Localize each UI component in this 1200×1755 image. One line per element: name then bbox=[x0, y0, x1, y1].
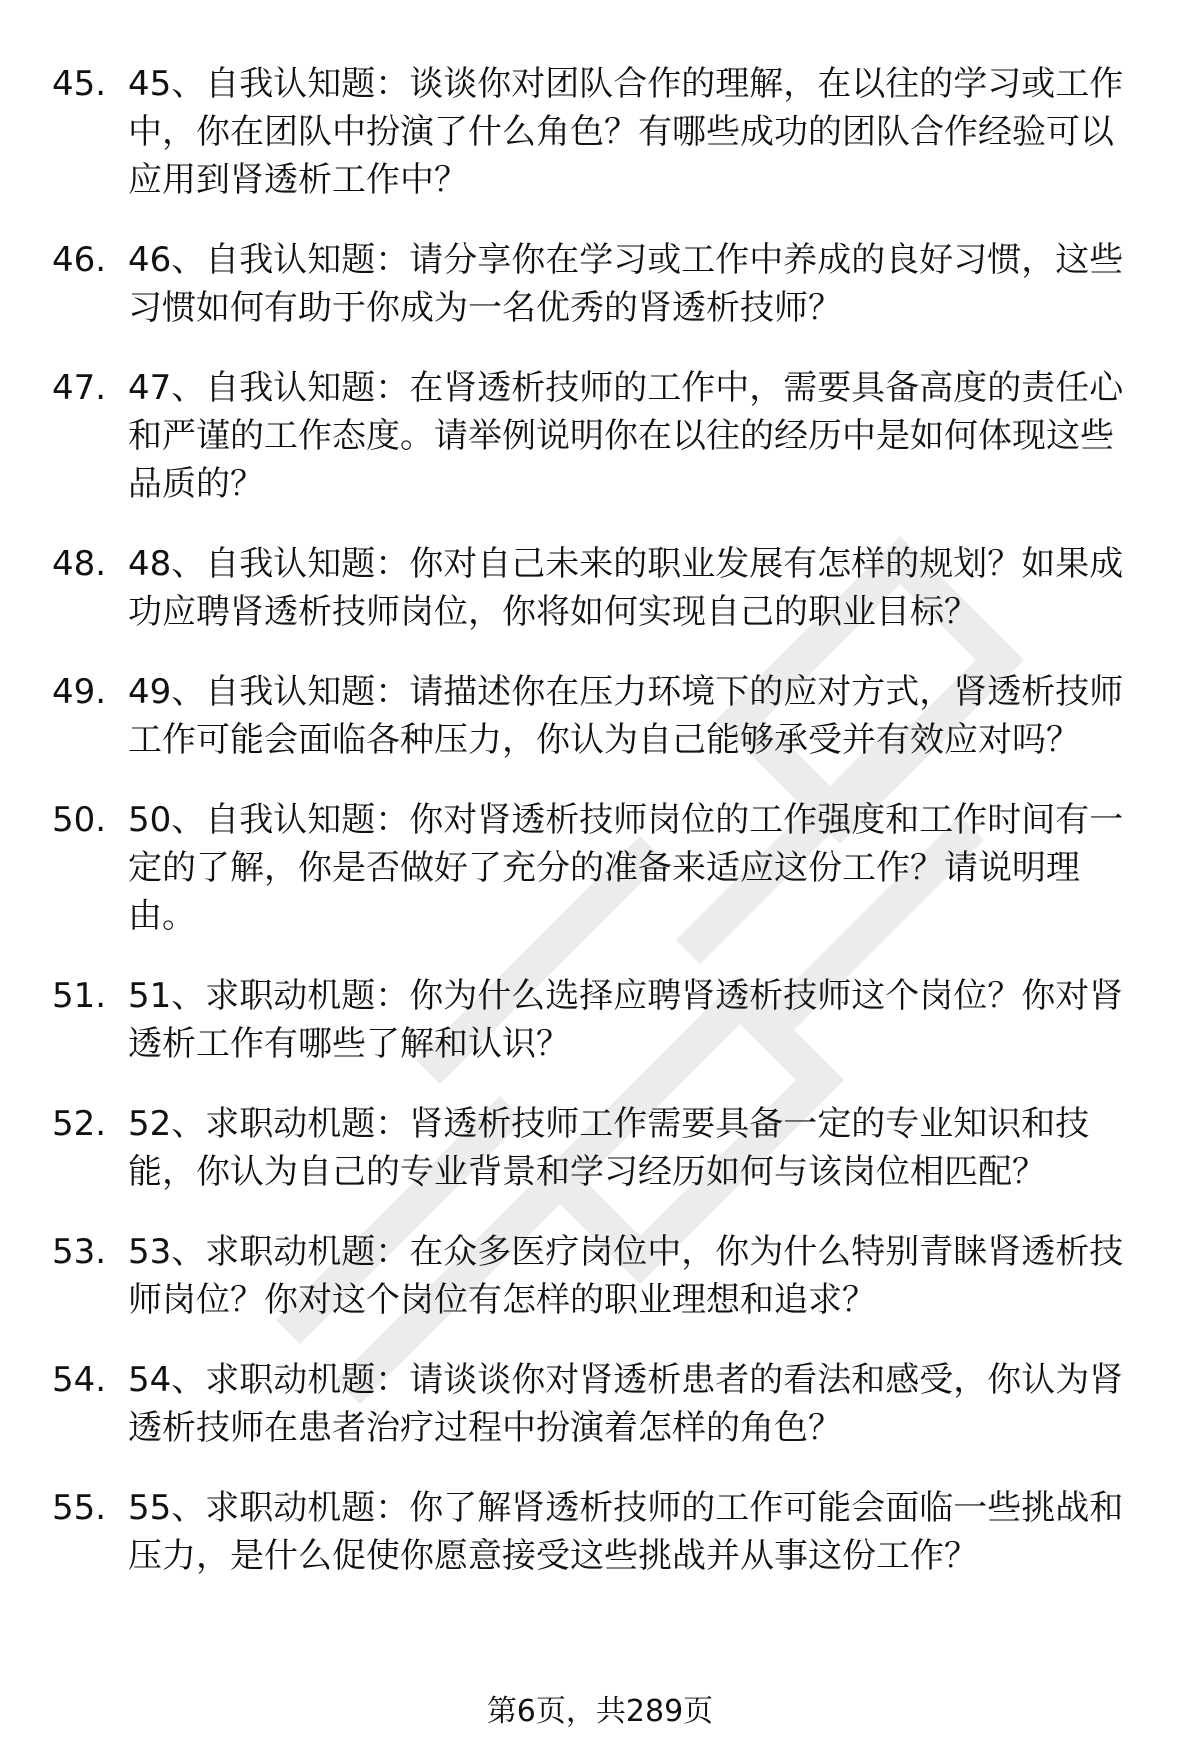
list-item bbox=[0, 236, 1200, 332]
question-text: 55、求职动机题：你了解肾透析技师的工作可能会面临一些挑战和压力，是什么促使你愿意接受这些挑战并从事这份工作？ bbox=[128, 1488, 1124, 1576]
list-item bbox=[0, 668, 1200, 764]
question-text: 54、求职动机题：请谈谈你对肾透析患者的看法和感受，你认为肾透析技师在患者治疗过程中扮演着怎样的角色？ bbox=[128, 1360, 1124, 1448]
question-list bbox=[0, 60, 1200, 1580]
question-text: 51、求职动机题：你为什么选择应聘肾透析技师这个岗位？你对肾透析工作有哪些了解和认识？ bbox=[128, 976, 1124, 1064]
question-text: 48、自我认知题：你对自己未来的职业发展有怎样的规划？如果成功应聘肾透析技师岗位，你将如何实现自己的职业目标？ bbox=[128, 544, 1124, 632]
list-item bbox=[0, 1228, 1200, 1324]
list-item bbox=[0, 1100, 1200, 1196]
question-text: 49、自我认知题：请描述你在压力环境下的应对方式，肾透析技师工作可能会面临各种压力，你认为自己能够承受并有效应对吗？ bbox=[128, 672, 1124, 760]
page-footer: 第6页，共289页 bbox=[486, 1694, 714, 1729]
question-number: 52. bbox=[52, 1104, 107, 1144]
list-item bbox=[0, 972, 1200, 1068]
question-number: 50. bbox=[52, 800, 107, 840]
question-number: 45. bbox=[52, 64, 107, 104]
question-number: 53. bbox=[52, 1232, 107, 1272]
question-number: 55. bbox=[52, 1488, 107, 1528]
question-number: 51. bbox=[52, 976, 107, 1016]
list-item bbox=[0, 60, 1200, 204]
question-number: 49. bbox=[52, 672, 107, 712]
question-text: 52、求职动机题：肾透析技师工作需要具备一定的专业知识和技能，你认为自己的专业背景和学习经历如何与该岗位相匹配？ bbox=[128, 1104, 1090, 1192]
list-item bbox=[0, 1484, 1200, 1580]
question-number: 47. bbox=[52, 368, 107, 408]
list-item bbox=[0, 1356, 1200, 1452]
list-item bbox=[0, 796, 1200, 940]
question-text: 47、自我认知题：在肾透析技师的工作中，需要具备高度的责任心和严谨的工作态度。请举例说明你在以往的经历中是如何体现这些品质的？ bbox=[128, 368, 1124, 504]
question-number: 48. bbox=[52, 544, 107, 584]
list-item bbox=[0, 364, 1200, 508]
question-number: 46. bbox=[52, 240, 107, 280]
question-text: 46、自我认知题：请分享你在学习或工作中养成的良好习惯，这些习惯如何有助于你成为一名优秀的肾透析技师？ bbox=[128, 240, 1124, 328]
question-text: 45、自我认知题：谈谈你对团队合作的理解，在以往的学习或工作中，你在团队中扮演了什么角色？有哪些成功的团队合作经验可以应用到肾透析工作中？ bbox=[128, 64, 1124, 200]
list-item bbox=[0, 540, 1200, 636]
question-text: 50、自我认知题：你对肾透析技师岗位的工作强度和工作时间有一定的了解，你是否做好了充分的准备来适应这份工作？请说明理由。 bbox=[128, 800, 1124, 936]
question-number: 54. bbox=[52, 1360, 107, 1400]
question-text: 53、求职动机题：在众多医疗岗位中，你为什么特别青睐肾透析技师岗位？你对这个岗位有怎样的职业理想和追求？ bbox=[128, 1232, 1124, 1320]
